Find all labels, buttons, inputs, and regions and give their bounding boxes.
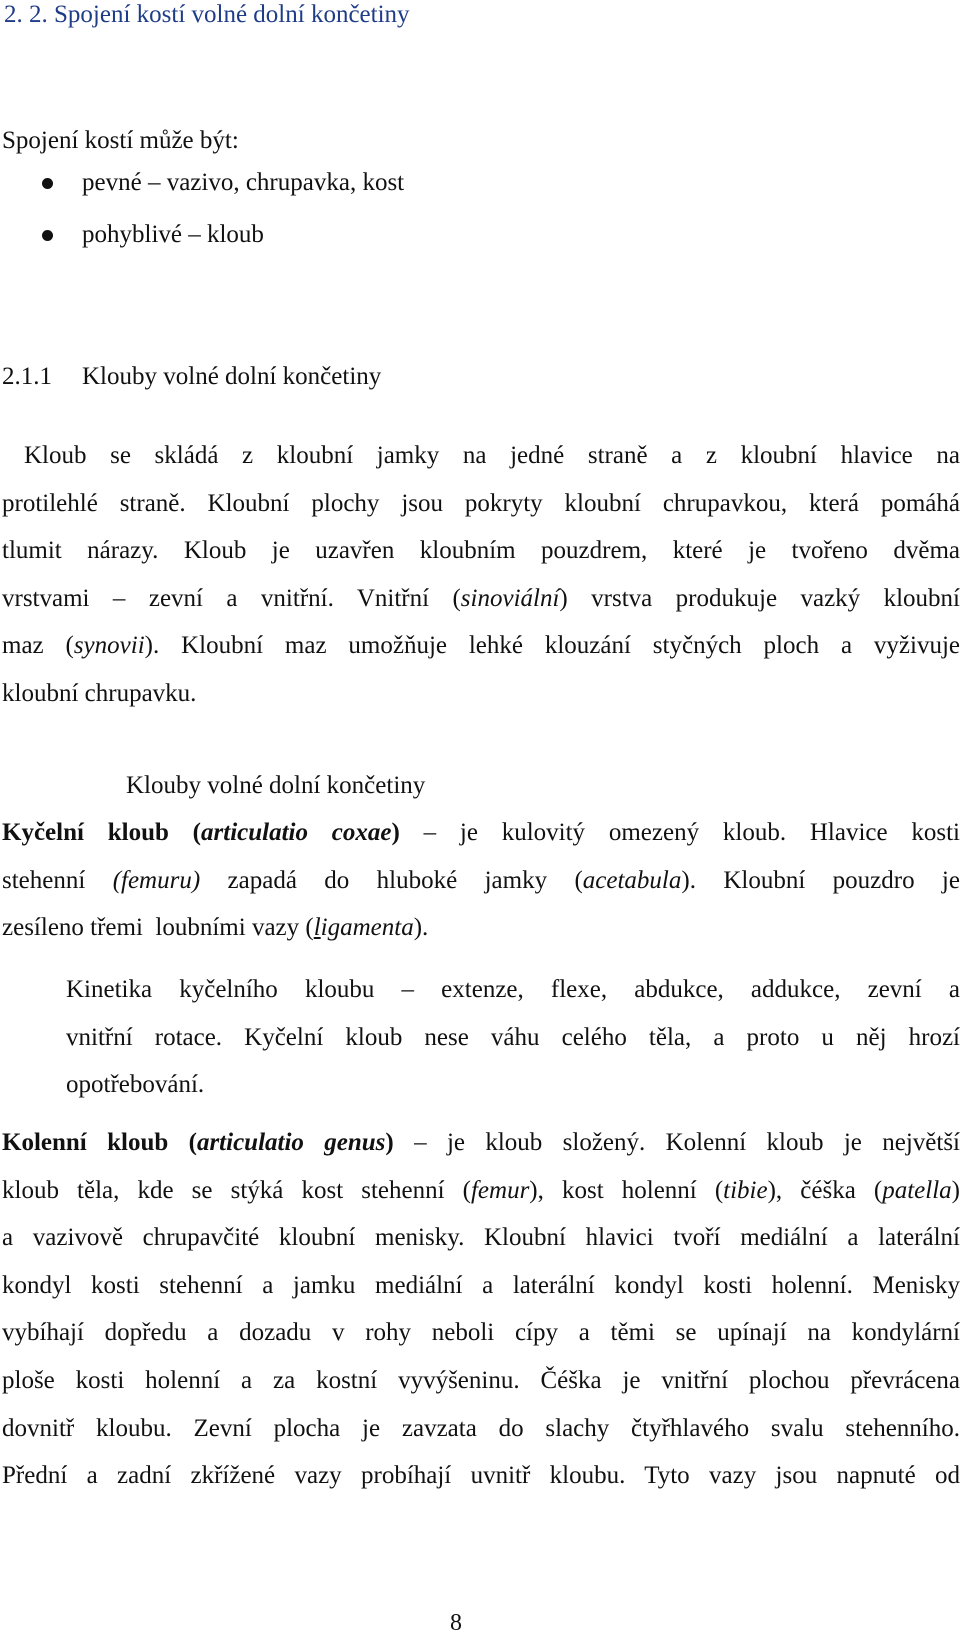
text-line: a vazivově chrupavčité kloubní menisky. Kloubní hlavici tvoří mediální a laterální xyxy=(2,1224,960,1252)
paragraph-hip-joint xyxy=(2,809,960,952)
text-line: Kloub se skládá z kloubní jamky na jedné straně a z kloubní hlavice na xyxy=(24,442,960,469)
text-line: protilehlé straně. Kloubní plochy jsou pokryty kloubní chrupavkou, která pomáhá xyxy=(2,489,960,517)
text-line: opotřebování. xyxy=(66,1071,205,1099)
text-line: maz (synovii). Kloubní maz umožňuje lehké klouzání styčných ploch a vyživuje xyxy=(2,632,960,660)
bullet-list xyxy=(0,168,404,272)
text-line: vrstvami – zevní a vnitřní. Vnitřní (sinoviální) vrstva produkuje vazký kloubní xyxy=(2,584,960,612)
chapter-heading: 2. 2. Spojení kostí volné dolní končetiny xyxy=(4,1,410,28)
text-line: vnitřní rotace. Kyčelní kloub nese váhu celého těla, a proto u něj hrozí xyxy=(66,1023,960,1051)
bullet-icon xyxy=(42,230,53,241)
paragraph-hip-kinetics xyxy=(66,966,960,1109)
list-item: pohyblivé – kloub xyxy=(0,220,404,272)
paragraph-knee-joint xyxy=(2,1119,960,1500)
text-line: Kyčelní kloub (articulatio coxae) – je kulovitý omezený kloub. Hlavice kosti xyxy=(2,819,960,846)
text-line: kloub těla, kde se stýká kost stehenní (femur), kost holenní (tibie), čéška (patella) xyxy=(2,1176,960,1204)
section-title: Klouby volné dolní končetiny xyxy=(82,363,382,390)
text-line: ploše kosti holenní a za kostní vyvýšeninu. Čéška je vnitřní plochou převrácena xyxy=(2,1366,960,1394)
section-number: 2.1.1 xyxy=(2,363,52,390)
text-line: kloubní chrupavku. xyxy=(2,679,197,707)
text-line: kondyl kosti stehenní a jamku mediální a laterální kondyl kosti holenní. Menisky xyxy=(2,1271,960,1299)
subsection-title: Klouby volné dolní končetiny xyxy=(126,772,426,799)
text-line: tlumit nárazy. Kloub je uzavřen kloubním pouzdrem, které je tvořeno dvěma xyxy=(2,537,960,565)
page-number: 8 xyxy=(450,1610,462,1636)
list-item: pevné – vazivo, chrupavka, kost xyxy=(0,168,404,220)
paragraph-joint-intro xyxy=(2,432,960,718)
text-line: vybíhají dopředu a dozadu v rohy neboli cípy a těmi se upínají na kondylární xyxy=(2,1319,960,1347)
intro-text: Spojení kostí může být: xyxy=(2,127,239,154)
bullet-icon xyxy=(42,178,53,189)
text-line: Přední a zadní zkřížené vazy probíhají uvnitř kloubu. Tyto vazy jsou napnuté od xyxy=(2,1462,960,1490)
text-line: stehenní (femuru) zapadá do hluboké jamky (acetabula). Kloubní pouzdro je xyxy=(2,866,960,894)
section-heading xyxy=(2,362,381,392)
text-line: Kinetika kyčelního kloubu – extenze, flexe, abdukce, addukce, zevní a xyxy=(66,976,960,1003)
text-line: Kolenní kloub (articulatio genus) – je kloub složený. Kolenní kloub je největší xyxy=(2,1129,960,1156)
text-line: zesíleno třemi loubními vazy (ligamenta). xyxy=(2,914,429,942)
text-line: dovnitř kloubu. Zevní plocha je zavzata do slachy čtyřhlavého svalu stehenního. xyxy=(2,1414,960,1442)
